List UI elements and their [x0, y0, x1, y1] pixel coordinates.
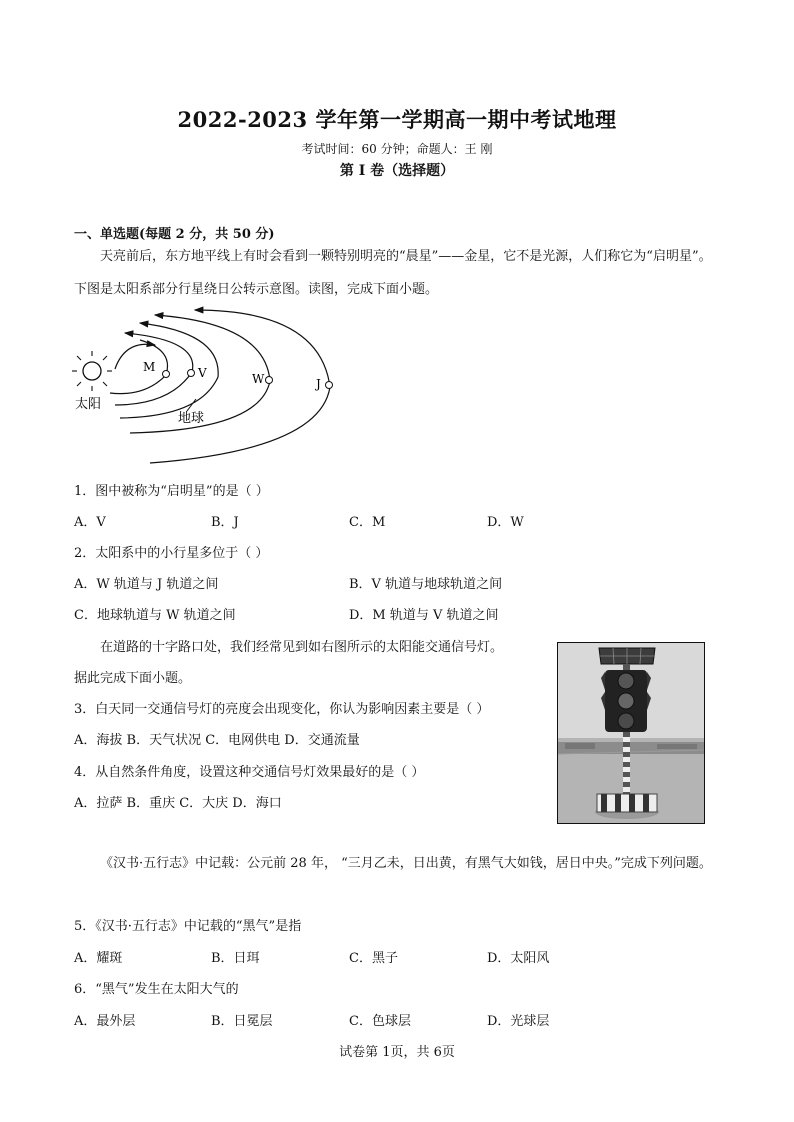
- exam-subtitle: 考试时间：60 分钟；命题人：王 刚: [301, 142, 493, 156]
- q6-option-a: A．最外层: [74, 1014, 136, 1029]
- orbit-j: [150, 310, 330, 463]
- label-w: W: [252, 372, 265, 386]
- passage-traffic-light-1: 在道路的十字路口处，我们经常见到如右图所示的太阳能交通信号灯。: [100, 640, 504, 655]
- q5-option-c: C．黑子: [349, 951, 398, 966]
- q2-option-c: C．地球轨道与 W 轨道之间: [74, 608, 236, 623]
- planet-w: [266, 377, 273, 384]
- q5-option-d: D．太阳风: [487, 951, 550, 966]
- sun-icon: [72, 351, 112, 391]
- q4-options: A．拉萨 B．重庆 C．大庆 D．海口: [74, 796, 282, 811]
- q1-option-c: C．M: [349, 515, 386, 530]
- traffic-light-photo: [557, 642, 705, 824]
- q3-options: A．海拔 B．天气状况 C．电网供电 D．交通流量: [74, 733, 360, 748]
- question-4: 4．从自然条件角度，设置这种交通信号灯效果最好的是（ ）: [74, 765, 425, 780]
- label-m: M: [143, 360, 156, 374]
- q1-option-a: A．V: [74, 515, 106, 530]
- section-heading: 一、单选题(每题 2 分，共 50 分): [74, 227, 275, 242]
- q5-option-b: B．日珥: [211, 951, 260, 966]
- volume-heading: 第 I 卷（选择题）: [339, 163, 455, 179]
- orbit-diagram: [70, 305, 350, 470]
- label-v: V: [198, 366, 207, 380]
- earth-label: 地球: [178, 411, 205, 426]
- question-2: 2．太阳系中的小行星多位于（ ）: [74, 546, 269, 561]
- page-footer: 试卷第 1页，共 6页: [339, 1045, 455, 1060]
- exam-title: 2022-2023 学年第一学期高一期中考试地理: [177, 107, 617, 132]
- q6-option-d: D．光球层: [487, 1014, 550, 1029]
- passage-hanshu: 《汉书·五行志》中记载：公元前 28 年， “三月乙未，日出黄，有黑气大如钱，居日中央。”完成下列问题。: [100, 856, 712, 871]
- q1-option-b: B．J: [211, 515, 239, 530]
- label-j: J: [316, 377, 321, 391]
- planet-m: [163, 371, 170, 378]
- q2-option-b: B．V 轨道与地球轨道之间: [349, 577, 503, 592]
- passage-traffic-light-2: 据此完成下面小题。: [74, 671, 192, 686]
- question-5: 5．《汉书·五行志》中记载的“黑气”是指: [74, 919, 302, 934]
- orbit-m-arc: [110, 340, 168, 394]
- question-1: 1．图中被称为“启明星”的是（ ）: [74, 484, 269, 499]
- q6-option-c: C．色球层: [349, 1014, 411, 1029]
- q6-option-b: B．日冕层: [211, 1014, 273, 1029]
- planet-j: [326, 382, 333, 389]
- q1-option-d: D．W: [487, 515, 524, 530]
- question-6: 6．“黑气”发生在太阳大气的: [74, 982, 239, 997]
- planet-v: [188, 370, 195, 377]
- sun-label: 太阳: [75, 397, 102, 412]
- q5-option-a: A．耀斑: [74, 951, 123, 966]
- q2-option-d: D．M 轨道与 V 轨道之间: [349, 608, 499, 623]
- passage-venus: 天亮前后，东方地平线上有时会看到一颗特别明亮的“晨星”——金星，它不是光源，人们称它为“启明星”。下图是太阳系部分行星绕日公转示意图。读图，完成下面小题。: [74, 249, 712, 297]
- q2-option-a: A．W 轨道与 J 轨道之间: [74, 577, 219, 592]
- question-3: 3．白天同一交通信号灯的亮度会出现变化，你认为影响因素主要是（ ）: [74, 702, 490, 717]
